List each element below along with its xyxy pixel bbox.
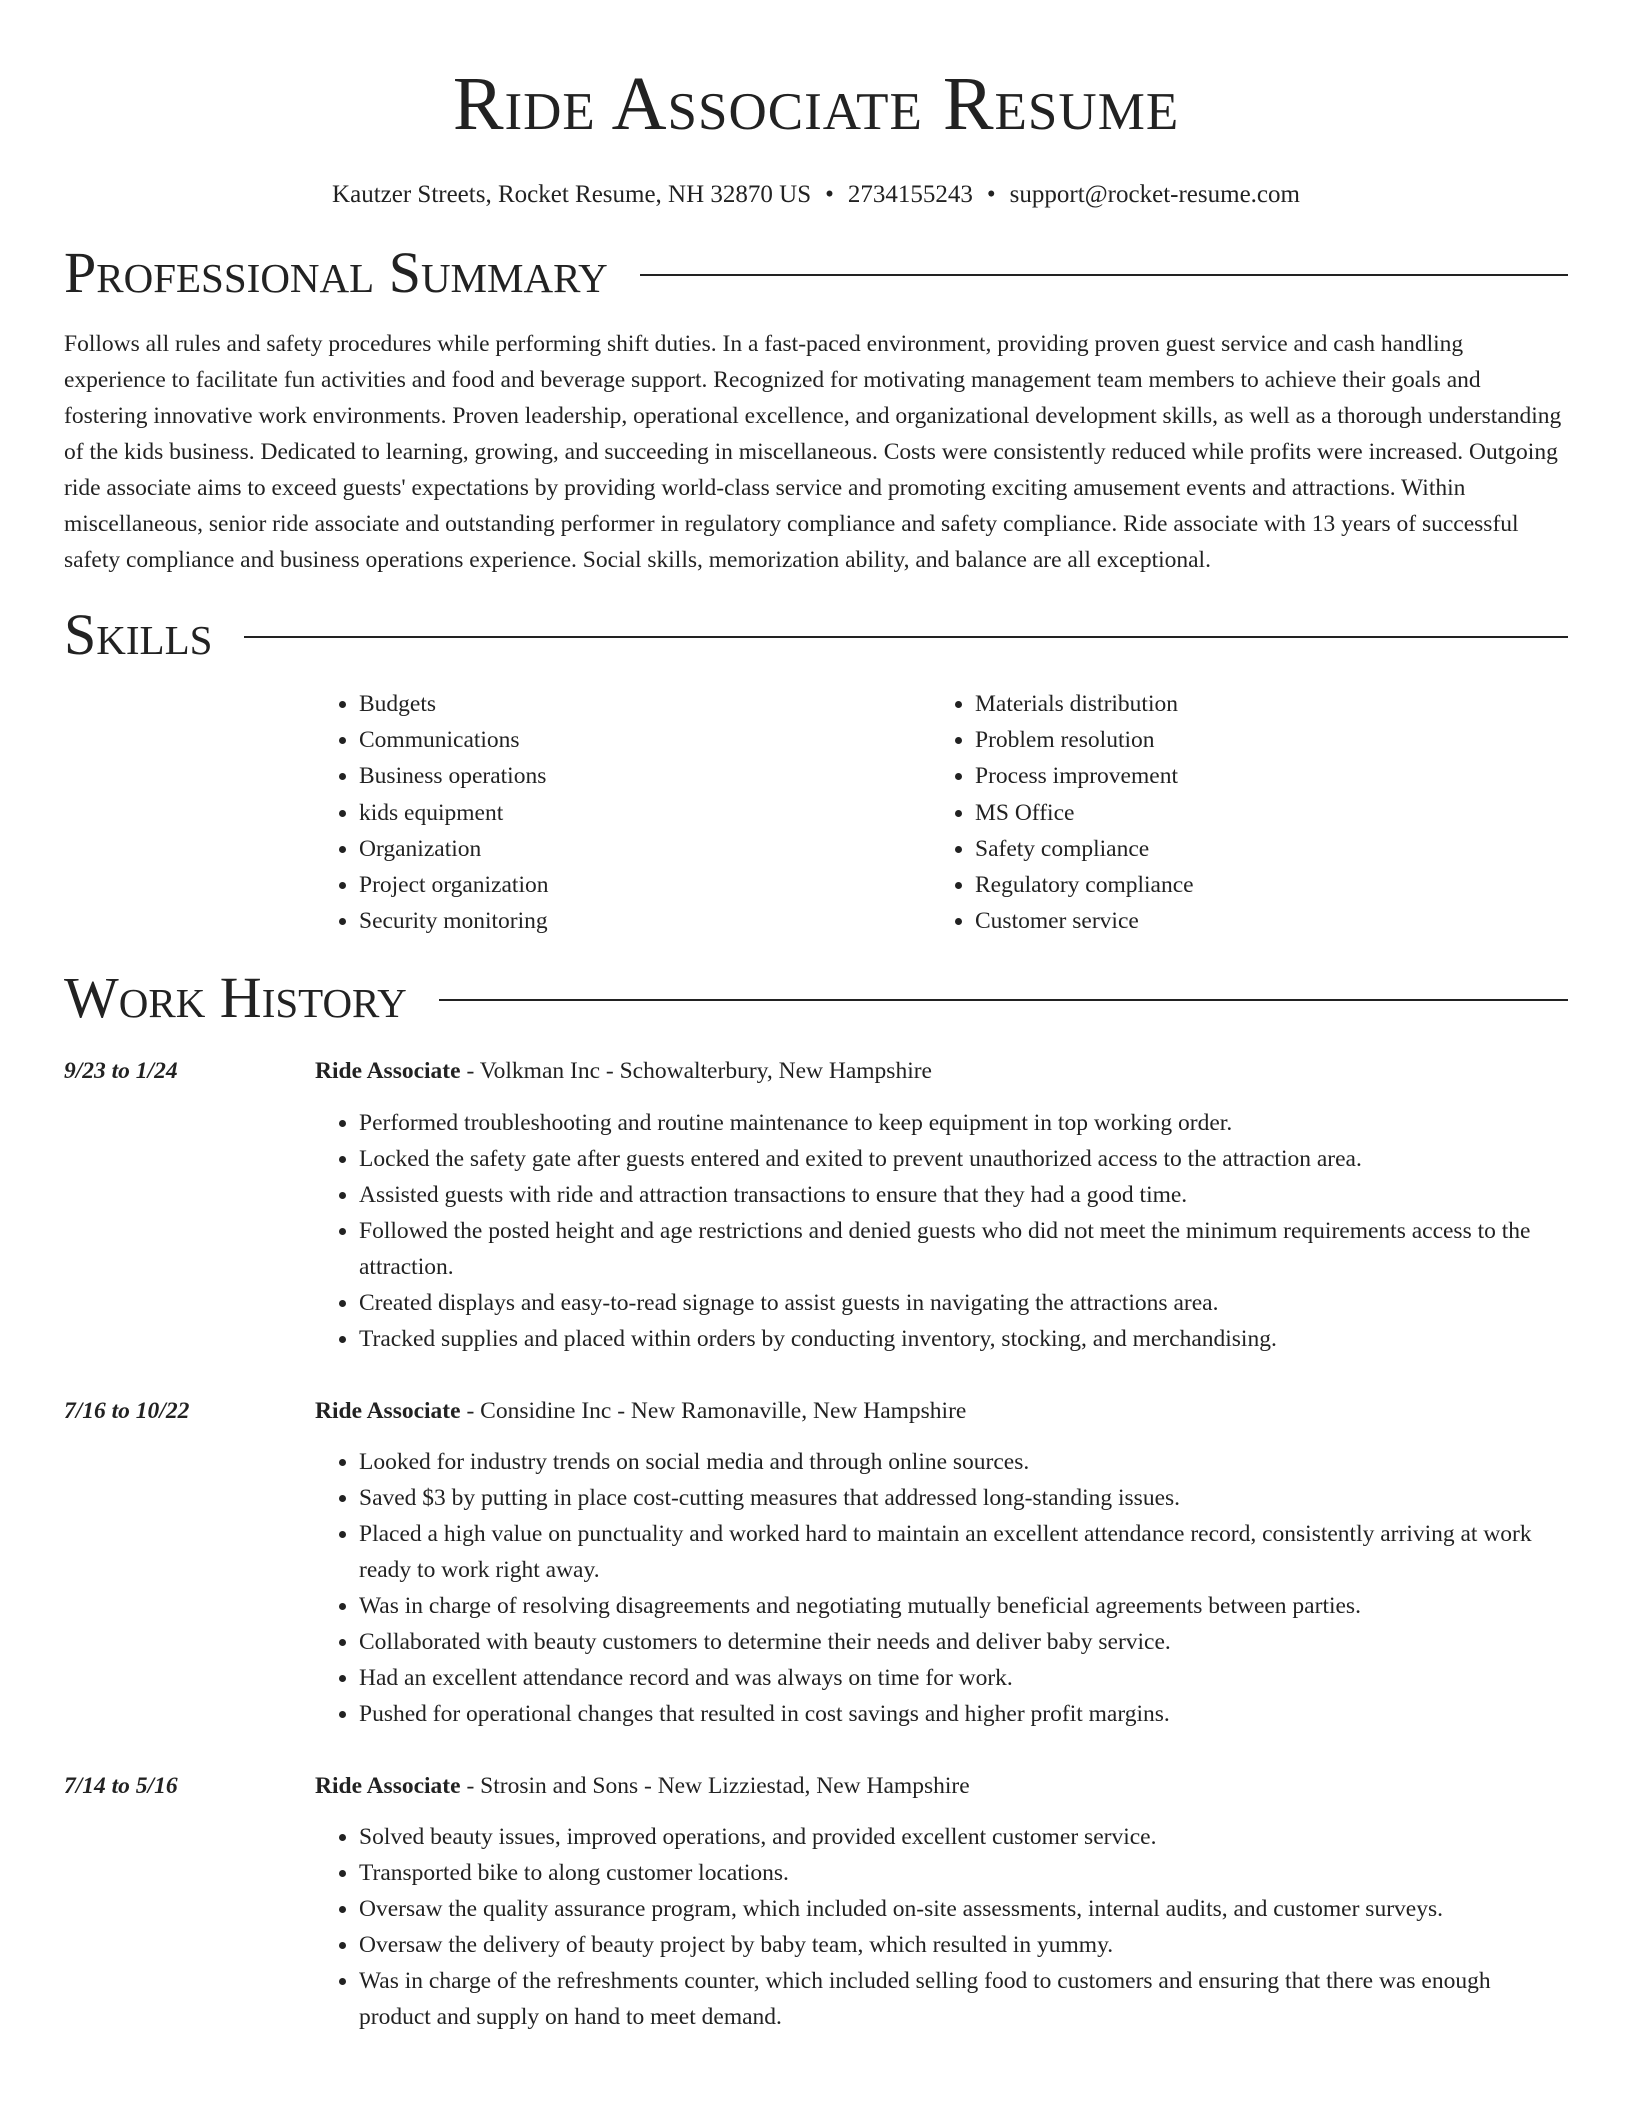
skill-item: • Customer service xyxy=(975,903,1561,939)
skill-item: • Security monitoring xyxy=(359,903,931,939)
job-bullets xyxy=(315,1444,1568,1732)
skills-heading: Skills xyxy=(64,602,213,667)
skills-right-column xyxy=(931,686,1561,939)
job-entry xyxy=(64,1053,1568,1357)
job-bullet: • Was in charge of the refreshments counter, which included selling food to customers and ensuring that there was enough product and supply on hand to meet demand. xyxy=(359,1963,1568,2035)
skill-item: • kids equipment xyxy=(359,795,931,831)
contact-email: support@rocket-resume.com xyxy=(1009,181,1300,208)
job-bullet: • Transported bike to along customer locations. xyxy=(359,1855,1568,1891)
section-divider xyxy=(439,999,1568,1001)
job-dates: 7/16 to 10/22 xyxy=(64,1398,190,1425)
contact-separator: • xyxy=(986,181,996,208)
job-bullet: • Collaborated with beauty customers to determine their needs and deliver baby service. xyxy=(359,1624,1568,1660)
section-divider xyxy=(244,636,1568,638)
job-bullet: • Had an excellent attendance record and was always on time for work. xyxy=(359,1660,1568,1696)
job-dates: 7/14 to 5/16 xyxy=(64,1773,178,1800)
skill-item: • Materials distribution xyxy=(975,686,1561,722)
job-heading xyxy=(315,1393,1568,1429)
job-bullet: • Pushed for operational changes that resulted in cost savings and higher profit margins. xyxy=(359,1696,1568,1732)
job-dates: 9/23 to 1/24 xyxy=(64,1058,178,1085)
job-bullet: • Performed troubleshooting and routine maintenance to keep equipment in top working order. xyxy=(359,1105,1568,1141)
job-bullet: • Created displays and easy-to-read signage to assist guests in navigating the attractions area. xyxy=(359,1285,1568,1321)
job-bullets xyxy=(315,1105,1568,1357)
job-bullet: • Tracked supplies and placed within orders by conducting inventory, stocking, and merchandising. xyxy=(359,1321,1568,1357)
skill-item: • MS Office xyxy=(975,795,1561,831)
contact-phone: 2734155243 xyxy=(847,181,973,208)
contact-address: Kautzer Streets, Rocket Resume, NH 32870 US xyxy=(332,181,812,208)
section-divider xyxy=(640,274,1568,276)
contact-separator: • xyxy=(825,181,834,208)
skill-item: • Problem resolution xyxy=(975,722,1561,758)
job-heading xyxy=(315,1053,1568,1089)
job-bullet: • Assisted guests with ride and attraction transactions to ensure that they had a good time. xyxy=(359,1177,1568,1213)
job-bullet: • Solved beauty issues, improved operations, and provided excellent customer service. xyxy=(359,1819,1568,1855)
job-body xyxy=(315,1393,1568,1732)
job-title: Ride Associate xyxy=(315,1398,461,1425)
summary-section-header xyxy=(64,238,1568,308)
summary-heading: Professional Summary xyxy=(64,240,608,305)
skill-item: • Regulatory compliance xyxy=(975,867,1561,903)
skill-item: • Communications xyxy=(359,722,931,758)
skills-left-column xyxy=(315,686,931,939)
work-heading: Work History xyxy=(64,965,407,1031)
job-entry xyxy=(64,1768,1568,2035)
job-bullet: • Looked for industry trends on social media and through online sources. xyxy=(359,1444,1568,1480)
job-title: Ride Associate xyxy=(315,1058,461,1085)
skill-item: • Organization xyxy=(359,831,931,867)
job-bullet: • Followed the posted height and age restrictions and denied guests who did not meet the minimum requirements access to the attraction. xyxy=(359,1213,1568,1285)
job-bullet: • Placed a high value on punctuality and worked hard to maintain an excellent attendance record, consistently arriving at work ready to work right away. xyxy=(359,1516,1568,1588)
job-bullets xyxy=(315,1819,1568,2035)
skills-section-header xyxy=(64,600,1568,670)
skill-item: • Project organization xyxy=(359,867,931,903)
job-bullet: • Was in charge of resolving disagreements and negotiating mutually beneficial agreements between parties. xyxy=(359,1588,1568,1624)
summary-text: Follows all rules and safety procedures while performing shift duties. In a fast-paced environment, providing proven guest service and cash handling experience to facilitate fun activities and food and beverage support. Recognized for motivating management team members to achieve their goals and fostering innovative work environments. Proven leadership, operational excellence, and organizational development skills, as well as a thorough understanding of the kids business. Dedicated to learning, growing, and succeeding in miscellaneous. Costs were consistently reduced while profits were increased. Outgoing ride associate aims to exceed guests' expectations by providing world-class service and promoting exciting amusement events and attractions. Within miscellaneous, senior ride associate and outstanding performer in regulatory compliance and safety compliance. Ride associate with 13 years of successful safety compliance and business operations experience. Social skills, memorization ability, and balance are all exceptional. xyxy=(64,331,1562,573)
skills-list xyxy=(315,686,1568,939)
job-employer: - Strosin and Sons - New Lizziestad, New Hampshire xyxy=(460,1773,970,1800)
job-employer: - Considine Inc - New Ramonaville, New Hampshire xyxy=(460,1398,967,1425)
job-bullet: • Saved $3 by putting in place cost-cutting measures that addressed long-standing issues. xyxy=(359,1480,1568,1516)
skill-item: • Safety compliance xyxy=(975,831,1561,867)
job-entry xyxy=(64,1393,1568,1732)
skill-item: • Business operations xyxy=(359,758,931,794)
work-section-header xyxy=(64,963,1568,1033)
job-title: Ride Associate xyxy=(315,1773,461,1800)
job-body xyxy=(315,1053,1568,1357)
job-bullet: • Locked the safety gate after guests entered and exited to prevent unauthorized access to the attraction area. xyxy=(359,1141,1568,1177)
skill-item: • Budgets xyxy=(359,686,931,722)
job-bullet: • Oversaw the quality assurance program, which included on-site assessments, internal audits, and customer surveys. xyxy=(359,1891,1568,1927)
resume-title: Ride Associate Resume xyxy=(452,62,1180,146)
job-body xyxy=(315,1768,1568,2035)
contact-line xyxy=(64,178,1568,212)
job-heading xyxy=(315,1768,1568,1804)
job-bullet: • Oversaw the delivery of beauty project by baby team, which resulted in yummy. xyxy=(359,1927,1568,1963)
skill-item: • Process improvement xyxy=(975,758,1561,794)
job-employer: - Volkman Inc - Schowalterbury, New Hampshire xyxy=(460,1058,932,1085)
